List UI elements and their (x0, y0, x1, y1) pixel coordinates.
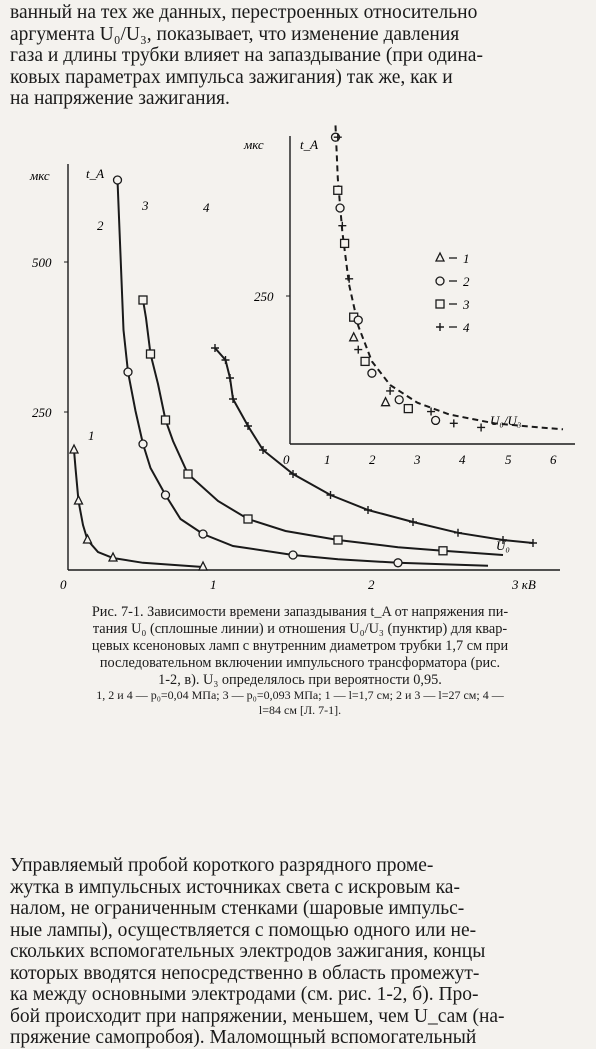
inset-x-tick-label: 6 (550, 452, 557, 467)
inset-chart-marks (332, 125, 564, 431)
x-tick-label: 1 (210, 577, 217, 592)
figure-7-1 (0, 122, 596, 597)
inset-data-point-1 (382, 398, 390, 406)
curve-label-2: 2 (97, 218, 104, 233)
series-line-1 (74, 450, 203, 567)
text-line: на напряжение зажигания. (10, 88, 230, 109)
inset-data-point-4 (345, 275, 353, 283)
text-line: ные лампы), осуществляется с помощью одного или не- (10, 919, 477, 941)
text-line: газа и длины трубки влияет на запаздывание (при одина- (10, 45, 483, 66)
inset-data-point-2 (368, 369, 376, 377)
bottom-paragraph (10, 855, 585, 1049)
text-line: ковых параметрах импульса зажигания) так же, как и (10, 66, 453, 88)
y-axis-label: t_A (86, 166, 105, 181)
data-point-4 (364, 506, 372, 514)
inset-data-point-2 (336, 204, 344, 212)
text-line: бой происходит при напряжении, меньшем, чем U_сам (на- (10, 1005, 505, 1027)
text-line: аргумента U₀/U₃, показывает, что изменение давления (10, 23, 460, 45)
inset-data-point-3 (334, 186, 342, 194)
legend-marker-1 (436, 253, 444, 261)
inset-y-axis-label: t_A (300, 137, 319, 152)
inset-y-tick-label: 250 (254, 289, 274, 304)
caption-line: 1-2, в). U₃ определялось при вероятности 0,95. (158, 672, 442, 688)
caption-note-line: 1, 2 и 4 — p₀=0,04 МПа; 3 — p₀=0,093 МПа; 1 — l=1,7 см; 2 и 3 — l=27 см; 4 — (96, 688, 504, 702)
curve-label-3: 3 (142, 198, 149, 213)
text-line: Управляемый пробой короткого разрядного проме- (10, 855, 434, 876)
inset-data-point-2 (395, 396, 403, 404)
text-line: жутка в импульсных источниках света с искровым ка- (10, 876, 460, 898)
inset-x-tick-label: 4 (459, 452, 466, 467)
legend-label-4: 4 (463, 320, 470, 335)
legend (436, 251, 470, 335)
x-axis-label: U₀ (496, 538, 510, 553)
inset-x-tick-label: 1 (324, 452, 331, 467)
text-line: скольких вспомогательных электродов зажигания, концы (10, 941, 486, 962)
data-point-4 (454, 529, 462, 537)
data-point-4 (229, 395, 237, 403)
data-point-2 (139, 440, 147, 448)
text-line: ка между основными электродами (см. рис. 1-2, б). Про- (10, 984, 479, 1005)
data-point-4 (327, 491, 335, 499)
inset-data-point-4 (354, 346, 362, 354)
x-tick-label: 3 кВ (512, 577, 536, 592)
data-point-2 (124, 368, 132, 376)
inset-y-unit: мкс (244, 137, 264, 152)
data-point-2 (114, 176, 122, 184)
inset-chart (243, 125, 575, 467)
caption-note-line: l=84 см [Л. 7-1]. (258, 703, 342, 717)
text-line: ванный на тех же данных, перестроенных относительно (10, 2, 478, 23)
inset-data-point-4 (450, 419, 458, 427)
data-point-3 (184, 470, 192, 478)
text-line: пряжение самопробоя). Маломощный вспомогательный (10, 1027, 477, 1048)
y-tick-label: 500 (32, 255, 52, 270)
inset-x-tick-label: 3 (414, 452, 421, 467)
data-point-3 (244, 515, 252, 523)
y-tick-label: 250 (32, 405, 52, 420)
data-point-2 (394, 559, 402, 567)
data-point-1 (70, 445, 78, 453)
text-line: которых вводятся непосредственно в область промежут- (10, 962, 480, 984)
series-line-3 (143, 300, 503, 555)
data-point-3 (139, 296, 147, 304)
legend-label-3: 3 (463, 297, 470, 312)
inset-data-point-2 (432, 416, 440, 424)
top-paragraph (10, 2, 585, 110)
x-tick-label: 2 (368, 577, 375, 592)
y-unit: мкс (30, 168, 50, 183)
legend-label-2: 2 (463, 274, 470, 289)
inset-data-point-1 (350, 333, 358, 341)
legend-label-1: 1 (463, 251, 470, 266)
inset-data-point-4 (338, 222, 346, 230)
inset-curve (336, 125, 564, 429)
caption-line: последовательном включении импульсного трансформатора (рис. (99, 655, 501, 671)
caption-line: цевых ксеноновых ламп с внутренним диаметром трубки 1,7 см при (91, 638, 509, 654)
data-point-3 (162, 416, 170, 424)
inset-data-point-4 (386, 387, 394, 395)
inset-x-tick-label: 0 (283, 452, 290, 467)
main-chart (29, 164, 560, 592)
inset-data-point-3 (341, 239, 349, 247)
text-line: налом, не ограниченным стенками (шаровые импульс- (10, 898, 465, 919)
caption-line: тания U₀ (сплошные линии) и отношения U₀/U₃ (пунктир) для квар- (92, 621, 508, 637)
legend-marker-2 (436, 277, 444, 285)
figure-caption (14, 604, 586, 689)
data-point-1 (75, 496, 83, 504)
data-point-3 (439, 547, 447, 555)
data-point-3 (147, 350, 155, 358)
inset-data-point-3 (404, 405, 412, 413)
inset-data-point-4 (477, 423, 485, 431)
curve-label-1: 1 (88, 428, 95, 443)
data-point-2 (199, 530, 207, 538)
data-point-3 (334, 536, 342, 544)
main-chart-marks (70, 176, 537, 570)
data-point-4 (409, 518, 417, 526)
caption-line: Рис. 7-1. Зависимости времени запаздывания t_A от напряжения пи- (91, 604, 509, 620)
data-point-1 (84, 535, 92, 543)
inset-x-tick-label: 2 (369, 452, 376, 467)
x-tick-label: 0 (60, 577, 67, 592)
curve-label-4: 4 (203, 200, 210, 215)
data-point-2 (289, 551, 297, 559)
series-line-2 (118, 180, 489, 566)
inset-x-tick-label: 5 (505, 452, 512, 467)
data-point-4 (529, 539, 537, 547)
data-point-2 (162, 491, 170, 499)
legend-marker-4 (436, 323, 444, 331)
legend-marker-3 (436, 300, 444, 308)
inset-data-point-2 (354, 316, 362, 324)
inset-x-axis-label: U₀/U₃ (490, 413, 522, 428)
caption-note (14, 688, 586, 718)
data-point-4 (226, 374, 234, 382)
inset-data-point-3 (361, 357, 369, 365)
